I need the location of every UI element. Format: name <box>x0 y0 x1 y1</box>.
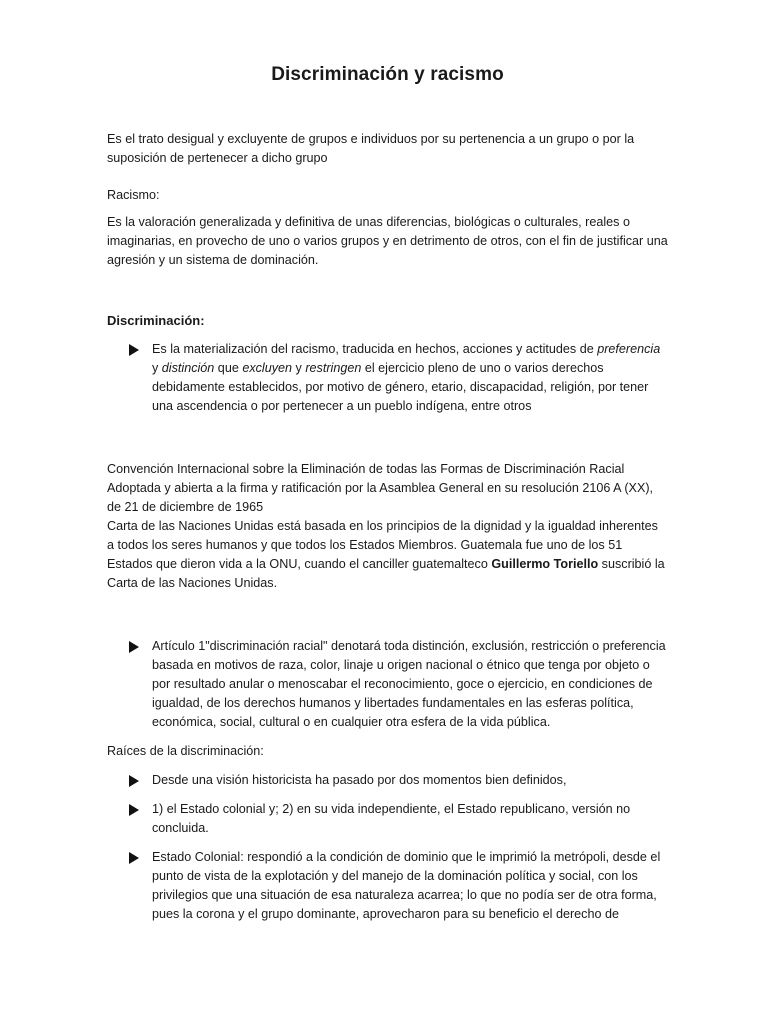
bullet-arrow-icon <box>129 641 139 653</box>
discriminacion-bullet: Es la materialización del racismo, traducida en hechos, acciones y actitudes de preferencia y distinción que excluyen y restringen el ejercicio pleno de uno o varios derechos debidamente establecidos, por motivo de género, etario, discapacidad, religión, por tener una ascendencia o por pertenecer a un pueblo indígena, entre otros <box>107 340 668 416</box>
page-title: Discriminación y racismo <box>271 64 504 85</box>
racismo-definition: Es la valoración generalizada y definitiva de unas diferencias, biológicas o culturales, reales o imaginarias, en provecho de uno o varios grupos y en detrimento de otros, con el fin de justificar una agresión y un sistema de dominación. <box>107 215 668 267</box>
intro-paragraph: Es el trato desigual y excluyente de grupos e individuos por su pertenencia a un grupo o por la suposición de pertenecer a dicho grupo <box>107 132 635 165</box>
articulo-bullet: Artículo 1"discriminación racial" denotará toda distinción, exclusión, restricción o preferencia basada en motivos de raza, color, linaje u origen nacional o étnico que tenga por objeto o por resultado anular o menoscabar el reconocimiento, goce o ejercicio, en condiciones de igualdad, de los derechos humanos y libertades fundamentales en las esferas política, económica, social, cultural o en cualquier otra esfera de la vida pública. <box>107 637 668 732</box>
raices-item: Desde una visión historicista ha pasado por dos momentos bien definidos, <box>107 771 668 790</box>
discriminacion-heading: Discriminación: <box>107 313 205 328</box>
carta-paragraph: Carta de las Naciones Unidas está basada en los principios de la dignidad y la igualdad inherentes a todos los seres humanos y que todos los Estados Miembros. Guatemala fue uno de los 51 Estados que dieron vida a la ONU, cuando el canciller guatemalteco Guillermo Toriello suscribió la Carta de las Naciones Unidas. <box>107 519 665 590</box>
bullet-arrow-icon <box>129 344 139 356</box>
bullet-arrow-icon <box>129 852 139 864</box>
raices-item: Estado Colonial: respondió a la condición de dominio que le imprimió la metrópoli, desde el punto de vista de la explotación y del manejo de la dominación política y social, con los privilegios que una situación de esa naturaleza acarrea; lo que no podía ser de otra forma, pues la corona y el grupo dominante, aprovecharon para su beneficio el derecho de <box>107 848 668 924</box>
raices-item: 1) el Estado colonial y; 2) en su vida independiente, el Estado republicano, versión no concluida. <box>107 800 668 838</box>
raices-label: Raíces de la discriminación: <box>107 744 264 758</box>
bullet-arrow-icon <box>129 775 139 787</box>
bullet-arrow-icon <box>129 804 139 816</box>
racismo-label: Racismo: <box>107 188 160 202</box>
convencion-paragraph: Convención Internacional sobre la Eliminación de todas las Formas de Discriminación Racial Adoptada y abierta a la firma y ratificación por la Asamblea General en su resolución 2106 A (XX), de 21 de diciembre de 1965 <box>107 462 654 514</box>
